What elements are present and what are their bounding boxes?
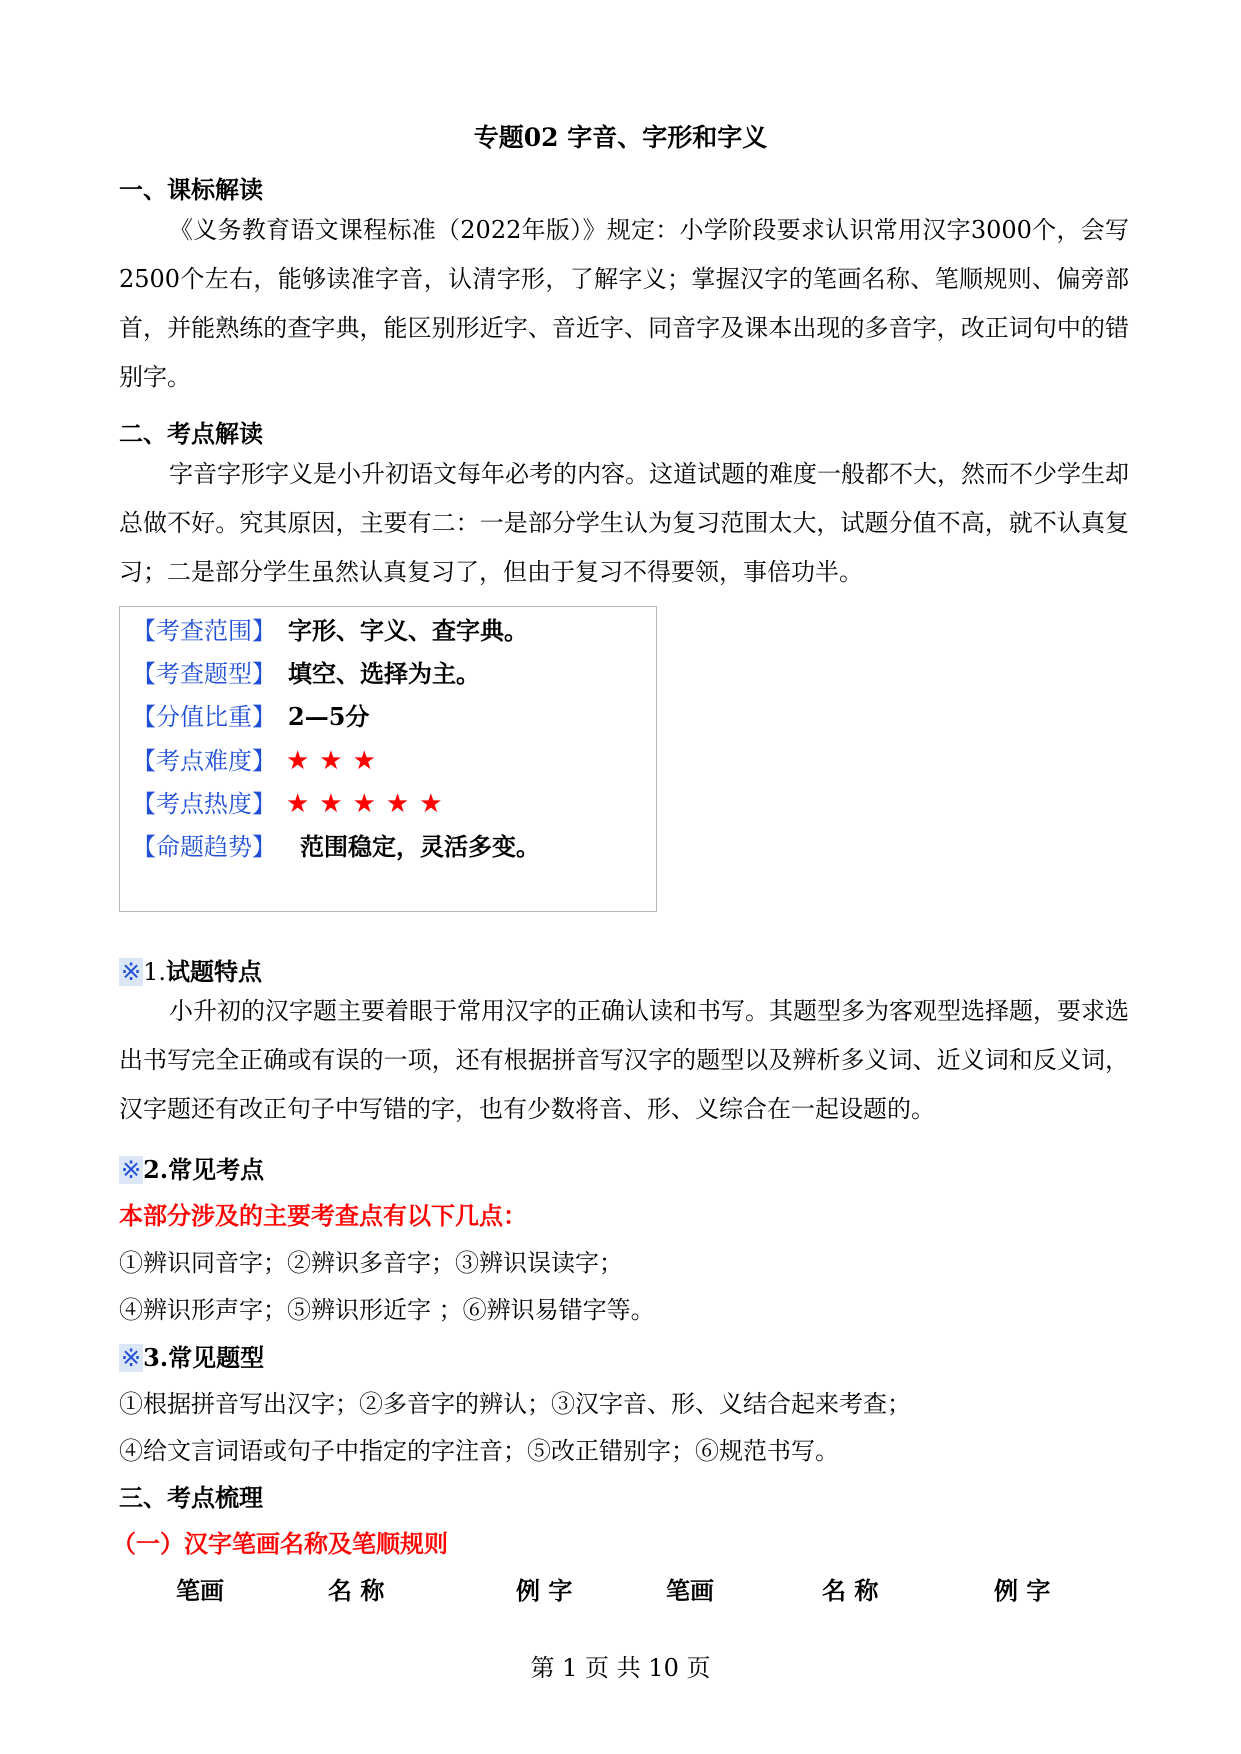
info-row-scope bbox=[132, 611, 528, 651]
section2-heading: 二、考点解读 bbox=[119, 419, 263, 448]
info-row-type bbox=[132, 654, 480, 694]
point2-heading bbox=[119, 1150, 264, 1185]
section3-subheading: （一）汉字笔画名称及笔顺规则 bbox=[112, 1529, 448, 1558]
page-footer: 第 1 页 共 10 页 bbox=[530, 1654, 711, 1682]
reference-mark-icon: ※ bbox=[121, 1156, 142, 1184]
point2-line2: ④辨识形声字；⑤辨识形近字 ；⑥辨识易错字等。 bbox=[119, 1296, 655, 1324]
exam-info-box bbox=[119, 606, 657, 912]
info-row-heat bbox=[132, 784, 453, 824]
point1-paragraph: 小升初的汉字题主要着眼于常用汉字的正确认读和书写。其题型多为客观型选择题，要求选出书写完全正确或有误的一项，还有根据拼音写汉字的题型以及辨析多义词、近义词和反义词，汉字题还有改正句子中写错的字，也有少数将音、形、义综合在一起设题的。 bbox=[119, 997, 1129, 1123]
table-header-example: 例 字 bbox=[994, 1576, 1051, 1605]
section3-heading: 三、考点梳理 bbox=[119, 1483, 263, 1512]
point3-line2: ④给文言词语或句子中指定的字注音；⑤改正错别字；⑥规范书写。 bbox=[119, 1437, 839, 1465]
point2-title: 2.常见考点 bbox=[143, 1155, 265, 1184]
table-header-example: 例 字 bbox=[516, 1576, 573, 1605]
table-header-name: 名 称 bbox=[328, 1576, 385, 1605]
info-label: 【考点难度】 bbox=[132, 747, 276, 775]
star-rating-icon: ★★★ bbox=[286, 746, 386, 776]
section1-heading: 一、课标解读 bbox=[119, 175, 263, 204]
reference-mark-icon: ※ bbox=[121, 1344, 142, 1372]
point1-number: 1. bbox=[143, 958, 167, 986]
section1-paragraph: 《义务教育语文课程标准（2022年版）》规定：小学阶段要求认识常用汉字3000个，会写2500个左右，能够读准字音，认清字形，了解字义；掌握汉字的笔画名称、笔顺规则、偏旁部首，并能熟练的查字典，能区别形近字、音近字、同音字及课本出现的多音字，改正词句中的错别字。 bbox=[119, 216, 1129, 391]
info-label: 【命题趋势】 bbox=[132, 833, 276, 861]
point3-heading bbox=[119, 1338, 264, 1373]
point2-line1: ①辨识同音字；②辨识多音字；③辨识误读字； bbox=[119, 1249, 623, 1277]
point3-line1: ①根据拼音写出汉字；②多音字的辨认；③汉字音、形、义结合起来考查； bbox=[119, 1390, 911, 1418]
info-label: 【考点热度】 bbox=[132, 790, 276, 818]
reference-mark-icon: ※ bbox=[121, 958, 142, 986]
point1-title: 试题特点 bbox=[166, 957, 263, 986]
star-rating-icon: ★★★★★ bbox=[286, 789, 453, 819]
point3-title: 3.常见题型 bbox=[143, 1343, 265, 1372]
page-title: 专题02 字音、字形和字义 bbox=[473, 123, 768, 152]
point1-heading bbox=[119, 952, 262, 987]
info-value: 范围稳定，灵活多变。 bbox=[300, 832, 540, 861]
info-row-trend bbox=[132, 827, 540, 867]
info-label: 【考查范围】 bbox=[132, 617, 276, 645]
point2-intro: 本部分涉及的主要考查点有以下几点： bbox=[119, 1201, 527, 1230]
info-value: 2—5分 bbox=[288, 702, 370, 731]
info-row-difficulty bbox=[132, 741, 386, 781]
info-label: 【考查题型】 bbox=[132, 660, 276, 688]
table-header-stroke: 笔画 bbox=[176, 1576, 224, 1605]
table-header-stroke: 笔画 bbox=[666, 1576, 714, 1605]
info-label: 【分值比重】 bbox=[132, 703, 276, 731]
section2-paragraph: 字音字形字义是小升初语文每年必考的内容。这道试题的难度一般都不大，然而不少学生却总做不好。究其原因，主要有二：一是部分学生认为复习范围太大，试题分值不高，就不认真复习；二是部分学生虽然认真复习了，但由于复习不得要领，事倍功半。 bbox=[119, 460, 1129, 586]
info-row-weight bbox=[132, 697, 369, 737]
table-header-name: 名 称 bbox=[822, 1576, 879, 1605]
info-value: 填空、选择为主。 bbox=[288, 659, 480, 688]
info-value: 字形、字义、查字典。 bbox=[288, 616, 528, 645]
